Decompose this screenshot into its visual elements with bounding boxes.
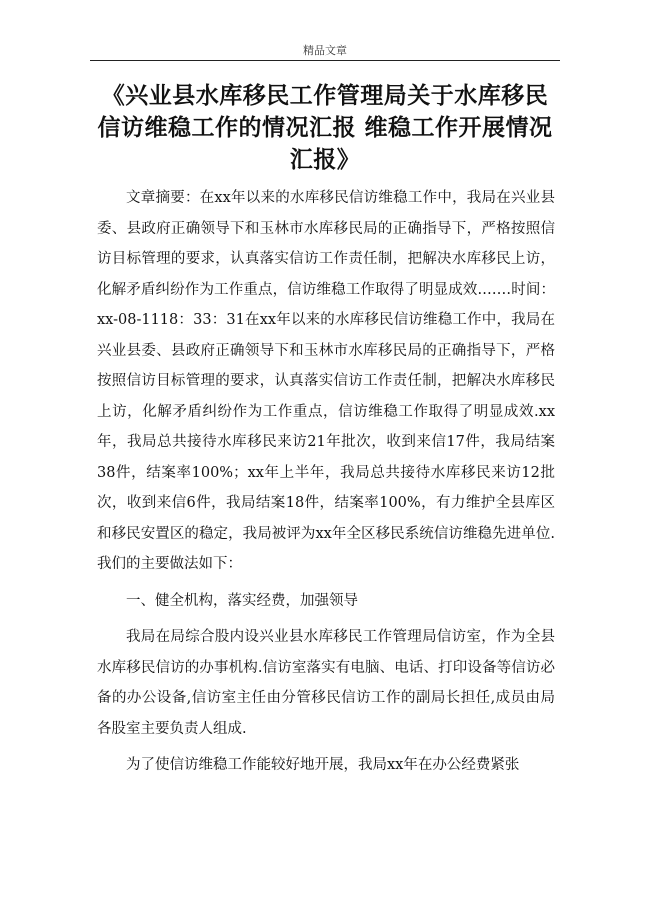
paragraph-abstract: 文章摘要：在xx年以来的水库移民信访维稳工作中，我局在兴业县委、县政府正确领导下和玉林市水库移民局的正确指导下，严格按照信访目标管理的要求，认真落实信访工作责任制，把解决水库移民上访，化解矛盾纠纷作为工作重点，信访维稳工作取得了明显成效.……时间：xx-08-1118：33：31在xx年以来的水库移民信访维稳工作中，我局在兴业县委、县政府正确领导下和玉林市水库移民局的正确指导下，严格按照信访目标管理的要求，认真落实信访工作责任制，把解决水库移民上访，化解矛盾纠纷作为工作重点，信访维稳工作取得了明显成效.xx年，我局总共接待水库移民来访21年批次，收到来信17件，我局结案38件，结案率100%；xx年上半年，我局总共接待水库移民来访12批次，收到来信6件，我局结案18件，结案率100%，有力维护全县库区和移民安置区的稳定，我局被评为xx年全区移民系统信访维稳先进单位.我们的主要做法如下： <box>97 190 555 572</box>
section-heading-1: 一、健全机构，落实经费，加强领导 <box>126 592 358 609</box>
paragraph-office: 我局在局综合股内设兴业县水库移民工作管理局信访室，作为全县水库移民信访的办事机构.信访室落实有电脑、电话、打印设备等信访必备的办公设备,信访室主任由分管移民信访工作的副局长担任,成员由局各股室主要负责人组成. <box>97 629 555 737</box>
page-header-label: 精品文章 <box>303 44 347 57</box>
document-body <box>97 183 555 781</box>
header-divider <box>90 60 560 61</box>
paragraph-funding: 为了使信访维稳工作能较好地开展，我局xx年在办公经费紧张 <box>126 757 520 773</box>
document-title: 《兴业县水库移民工作管理局关于水库移民信访维稳工作的情况汇报 维稳工作开展情况汇报》 <box>97 82 553 173</box>
